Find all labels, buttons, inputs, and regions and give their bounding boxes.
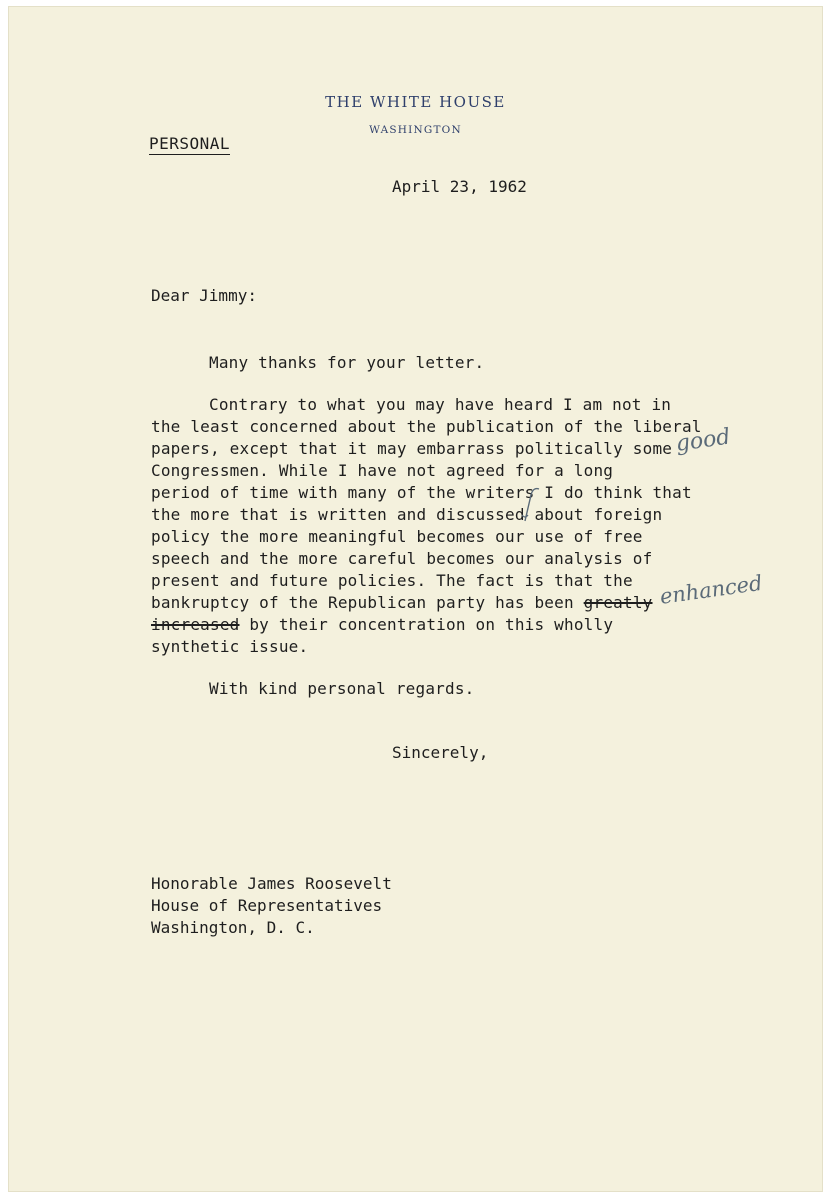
struck-word: greatly — [583, 593, 653, 612]
body-line: Contrary to what you may have heard I am not in — [209, 395, 672, 414]
body-line: period of time with many of the writers I do think that — [151, 483, 692, 502]
body-line-text: bankruptcy of the Republican party has been — [151, 593, 584, 612]
body-line: papers, except that it may embarrass politically some — [151, 439, 673, 458]
address-line: Washington, D. C. — [151, 918, 315, 937]
body-line: policy the more meaningful becomes our use of free — [151, 527, 643, 546]
handwritten-insert-enhanced: enhanced — [658, 570, 764, 609]
closing: Sincerely, — [392, 743, 489, 762]
address-line: House of Representatives — [151, 896, 383, 915]
paragraph-1: Many thanks for your letter. — [209, 353, 485, 372]
salutation: Dear Jimmy: — [151, 286, 257, 305]
body-line: synthetic issue. — [151, 637, 309, 656]
letter-date: April 23, 1962 — [392, 177, 527, 196]
handwritten-insert-good: good — [674, 424, 732, 457]
body-line: present and future policies. The fact is that the — [151, 571, 633, 590]
body-line: the least concerned about the publication of the liberal — [151, 417, 702, 436]
body-line: the more that is written and discussed about foreign — [151, 505, 663, 524]
address-line: Honorable James Roosevelt — [151, 874, 392, 893]
paragraph-3: With kind personal regards. — [209, 679, 475, 698]
insertion-mark-icon — [521, 485, 543, 525]
struck-word: increased — [151, 615, 240, 634]
body-line-text: by their concentration on this wholly — [239, 615, 614, 634]
body-line: Congressmen. While I have not agreed for a long — [151, 461, 614, 480]
body-line-with-edit — [151, 592, 653, 614]
letterhead-title: THE WHITE HOUSE — [325, 93, 506, 111]
body-line-with-edit — [151, 614, 613, 636]
personal-marking: PERSONAL — [149, 134, 231, 153]
letterhead-subtitle: WASHINGTON — [369, 124, 462, 136]
body-line: speech and the more careful becomes our analysis of — [151, 549, 653, 568]
